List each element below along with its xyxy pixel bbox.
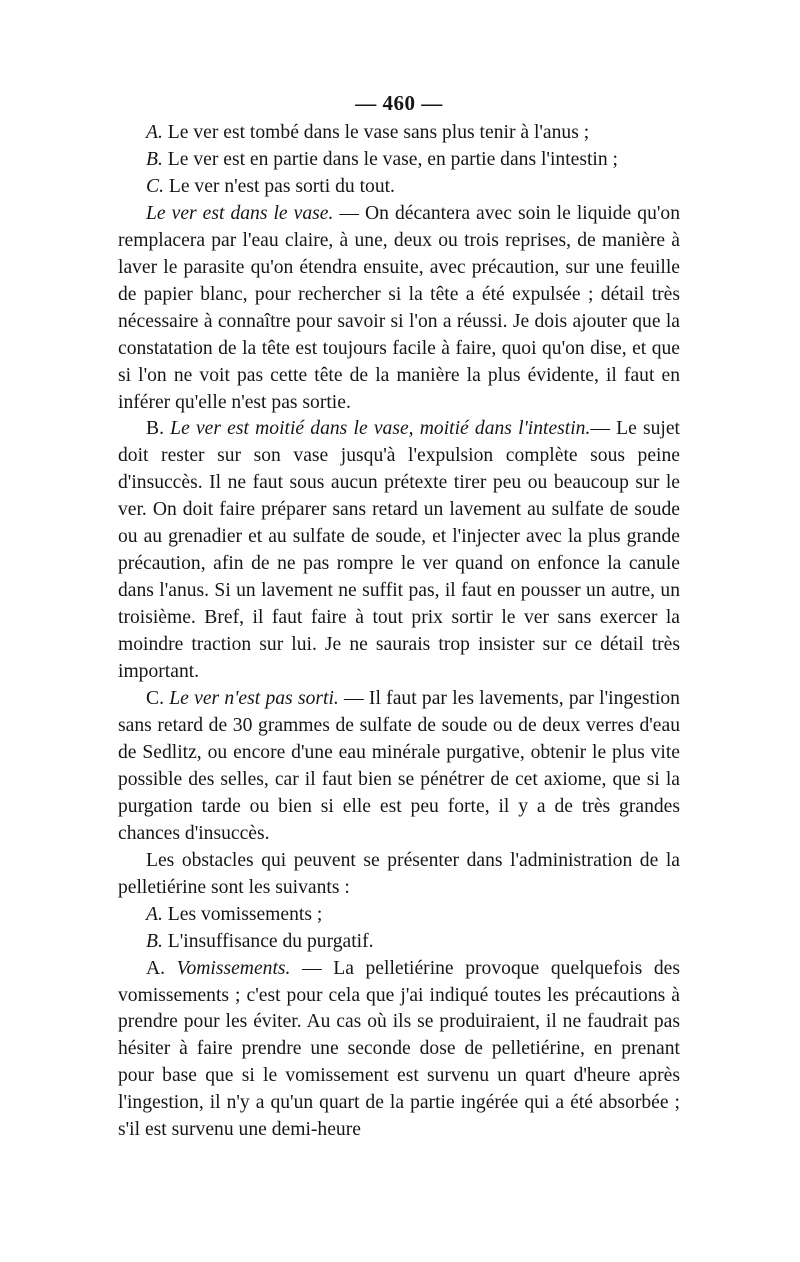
item-text: L'insuffisance du purgatif.: [162, 930, 374, 952]
list-item-insuffisance: [118, 929, 680, 956]
paragraph-heading: Le ver est moitié dans le vase, moitié dans l'intestin.: [170, 418, 591, 440]
list-item-vomissements: [118, 902, 680, 929]
paragraph-ver-moitie: [118, 416, 680, 686]
page-body: [118, 120, 680, 1144]
paragraph-heading: Le ver est dans le vase.: [146, 202, 334, 224]
list-item-b: [118, 147, 680, 174]
list-item-a: [118, 120, 680, 147]
paragraph-text: — Le sujet doit rester sur son vase jusqu'à l'expulsion complète sous peine d'insuccès. Il ne faut sous aucun prétexte tirer peu ou beaucoup sur le ver. On doit faire préparer sans retard un lavement au sulfate de soude ou au grenadier et au sulfate de soude, et l'injecter avec la plus grande précaution, afin de ne pas rompre le ver quand on enfonce la canule dans l'anus. Si un lavement ne suffit pas, il faut en pousser un autre, un troisième. Bref, il faut faire à tout prix sortir le ver sans exercer la moindre traction sur lui. Je ne saurais trop insister sur ce détail très important.: [118, 418, 680, 683]
item-text: Le ver est tombé dans le vase sans plus tenir à l'anus ;: [162, 122, 590, 143]
paragraph-ver-pas-sorti: [118, 686, 680, 848]
item-label: A.: [146, 122, 163, 143]
paragraph-text: — On décantera avec soin le liquide qu'on remplacera par l'eau claire, à une, deux ou trois reprises, de manière à laver le parasite qu'on étendra ensuite, avec précaution, sur une feuille de papier blanc, pour rechercher si la tête a été expulsée ; détail très nécessaire à connaître pour savoir si l'on a réussi. Je dois ajouter que la constatation de la tête est toujours facile à faire, quoi qu'on dise, et que si l'on ne voit pas cette tête de la manière la plus évidente, il faut en inférer qu'elle n'est pas sortie.: [118, 202, 680, 413]
item-text: Le ver n'est pas sorti du tout.: [163, 175, 395, 197]
paragraph-label: C.: [146, 688, 164, 710]
paragraph-vomissements: [118, 956, 680, 1145]
item-label: C.: [146, 175, 164, 197]
paragraph-text: — La pelletiérine provoque quelquefois des vomissements ; c'est pour cela que j'ai indiqué toutes les précautions à prendre pour les éviter. Au cas où ils se produiraient, il ne faudrait pas hésiter à faire prendre une seconde dose de pelletiérine, en prenant pour base que si le vomissement est survenu un quart d'heure après l'ingestion, il n'y a qu'un quart de la partie ingérée qui a été absorbée ; s'il est survenu une demi-heure: [118, 957, 680, 1141]
item-text: Les vomissements ;: [162, 903, 323, 925]
paragraph-ver-dans-vase: [118, 201, 680, 417]
paragraph-obstacles: [118, 848, 680, 902]
paragraph-text: Les obstacles qui peuvent se présenter dans l'administration de la pelletiérine sont les suivants :: [118, 849, 680, 898]
item-text: Le ver est en partie dans le vase, en partie dans l'intestin ;: [162, 148, 618, 170]
item-label: B.: [146, 930, 163, 952]
paragraph-label: B.: [146, 418, 164, 440]
list-item-c: [118, 174, 680, 201]
item-label: A.: [146, 903, 163, 925]
paragraph-text: — Il faut par les lavements, par l'ingestion sans retard de 30 grammes de sulfate de soude ou de deux verres d'eau de Sedlitz, ou encore d'une eau minérale purgative, obtenir le plus vite possible des selles, car il faut bien se pénétrer de cet axiome, que si la purgation tarde ou bien si elle est peu forte, il y a de très grandes chances d'insuccès.: [118, 688, 680, 844]
page-number: — 460 —: [355, 91, 443, 115]
item-label: B.: [146, 148, 163, 170]
paragraph-heading: Le ver n'est pas sorti.: [169, 688, 339, 710]
paragraph-label: A.: [146, 957, 166, 979]
book-page: [118, 86, 680, 1144]
paragraph-heading: Vomissements.: [176, 957, 291, 979]
